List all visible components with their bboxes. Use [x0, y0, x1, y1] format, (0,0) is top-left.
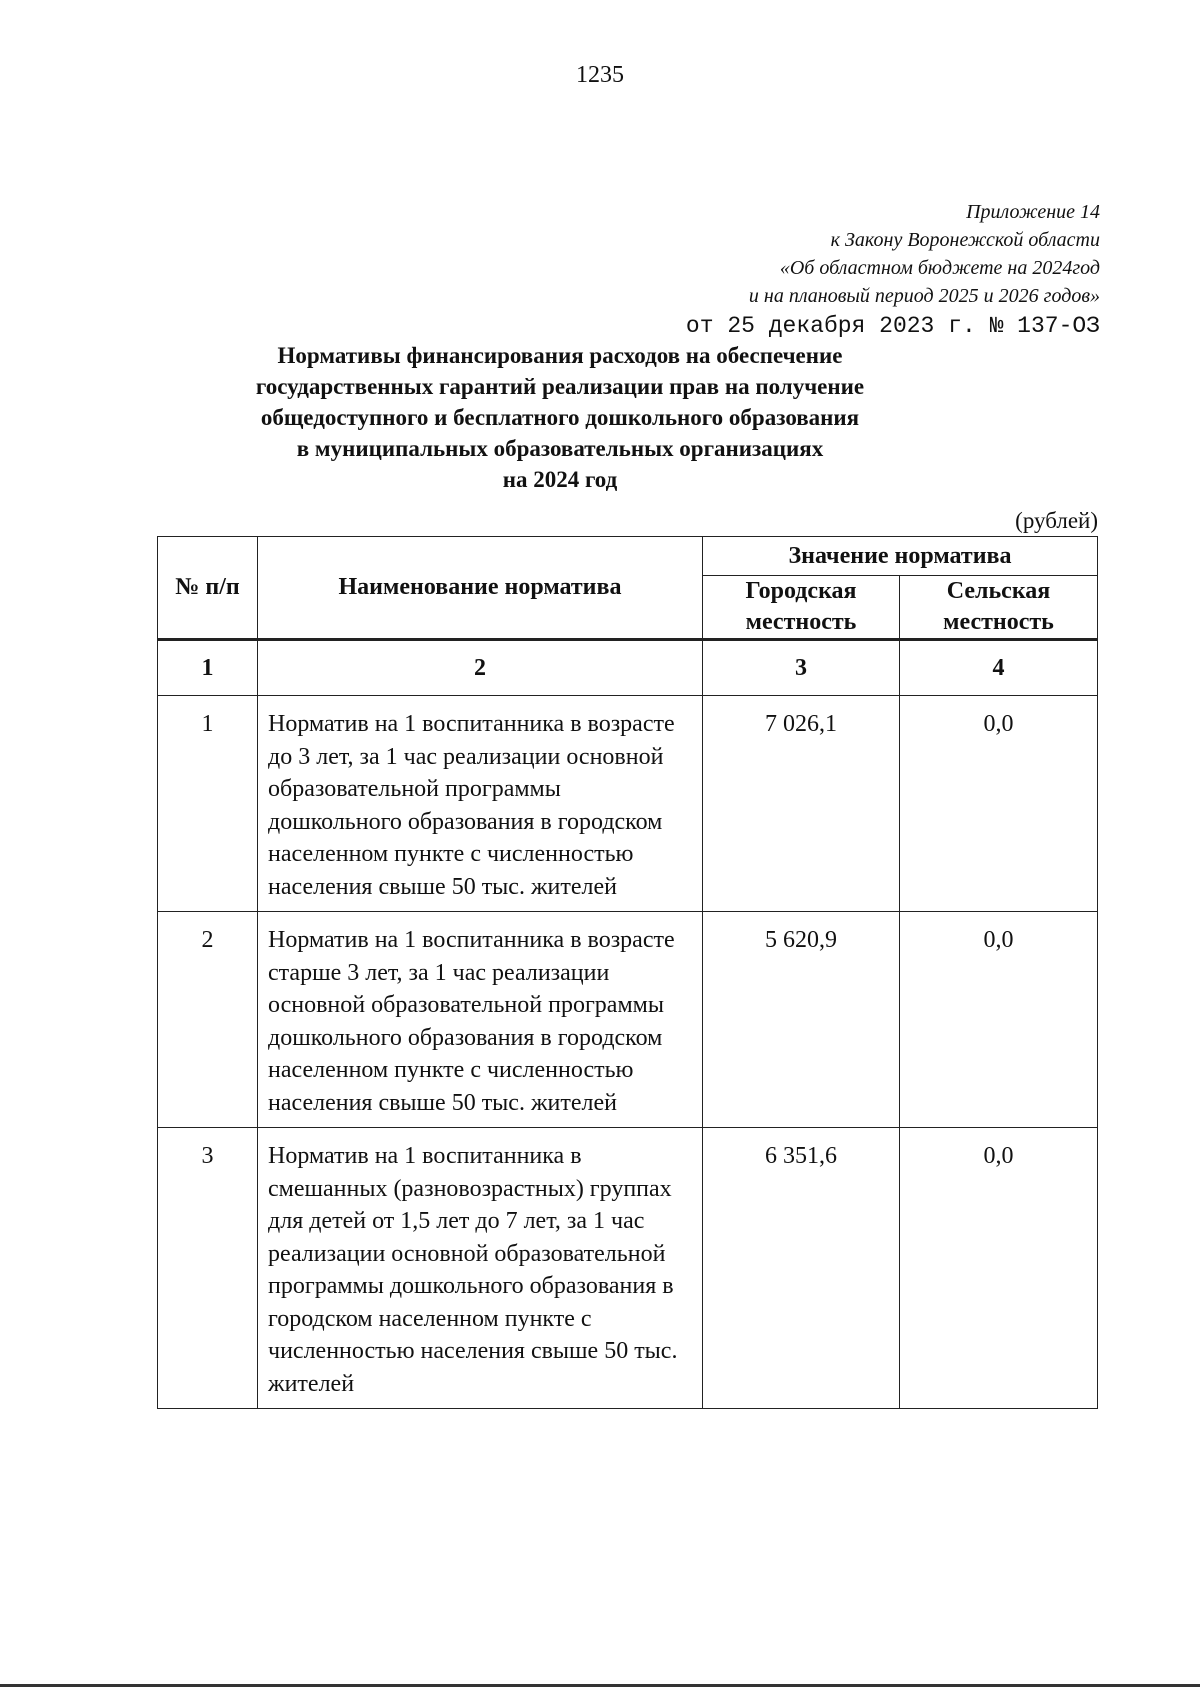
column-index-row — [158, 640, 1098, 696]
row-number: 1 — [158, 696, 258, 912]
urban-value: 5 620,9 — [703, 912, 900, 1128]
appendix-line-4: и на плановый период 2025 и 2026 годов» — [748, 285, 1100, 307]
page-number: 1235 — [576, 62, 624, 88]
title-line-2: государственных гарантий реализации прав на получение — [255, 374, 865, 399]
header-name: Наименование норматива — [258, 537, 703, 640]
title-line-1: Нормативы финансирования расходов на обеспечение — [277, 343, 843, 368]
appendix-line-3: «Об областном бюджете на 2024год — [779, 257, 1100, 279]
rural-value: 0,0 — [900, 696, 1098, 912]
norm-name: Норматив на 1 воспитанника в возрасте старше 3 лет, за 1 час реализации основной образовательной программы дошкольного образования в городском населенном пункте с численностью населения свыше 50 тыс. жителей — [258, 912, 703, 1128]
title-line-5: на 2024 год — [502, 467, 618, 492]
column-index: 2 — [258, 640, 703, 696]
norm-name: Норматив на 1 воспитанника в возрасте до 3 лет, за 1 час реализации основной образовательной программы дошкольного образования в городском населенном пункте с численностью населения свыше 50 тыс. жителей — [258, 696, 703, 912]
document-title — [170, 340, 950, 495]
rural-value: 0,0 — [900, 1128, 1098, 1409]
row-number: 3 — [158, 1128, 258, 1409]
norm-name: Норматив на 1 воспитанника в смешанных (разновозрастных) группах для детей от 1,5 лет до 7 лет, за 1 час реализации основной образовательной программы дошкольного образования в городском населенном пункте с численностью населения свыше 50 тыс. жителей — [258, 1128, 703, 1409]
appendix-line-1: Приложение 14 — [966, 201, 1100, 223]
appendix-line-2: к Закону Воронежской области — [830, 229, 1100, 251]
urban-value: 7 026,1 — [703, 696, 900, 912]
header-rural: Сельская местность — [900, 576, 1098, 640]
rural-value: 0,0 — [900, 912, 1098, 1128]
page-bottom-rule — [0, 1684, 1200, 1687]
title-line-3: общедоступного и бесплатного дошкольного образования — [260, 405, 860, 430]
units-label: (рублей) — [1015, 508, 1098, 533]
urban-value: 6 351,6 — [703, 1128, 900, 1409]
appendix-block — [686, 198, 1100, 342]
header-norm-value: Значение норматива — [703, 537, 1098, 576]
title-line-4: в муниципальных образовательных организациях — [296, 436, 824, 461]
row-number: 2 — [158, 912, 258, 1128]
law-date-number: от 25 декабря 2023 г. № 137-ОЗ — [685, 313, 1100, 339]
column-index: 1 — [158, 640, 258, 696]
table-row — [158, 1128, 1098, 1409]
column-index: 4 — [900, 640, 1098, 696]
column-index: 3 — [703, 640, 900, 696]
table-row — [158, 912, 1098, 1128]
table-row — [158, 696, 1098, 912]
norms-table — [157, 536, 1098, 1409]
header-urban: Городская местность — [703, 576, 900, 640]
header-number: № п/п — [158, 537, 258, 640]
